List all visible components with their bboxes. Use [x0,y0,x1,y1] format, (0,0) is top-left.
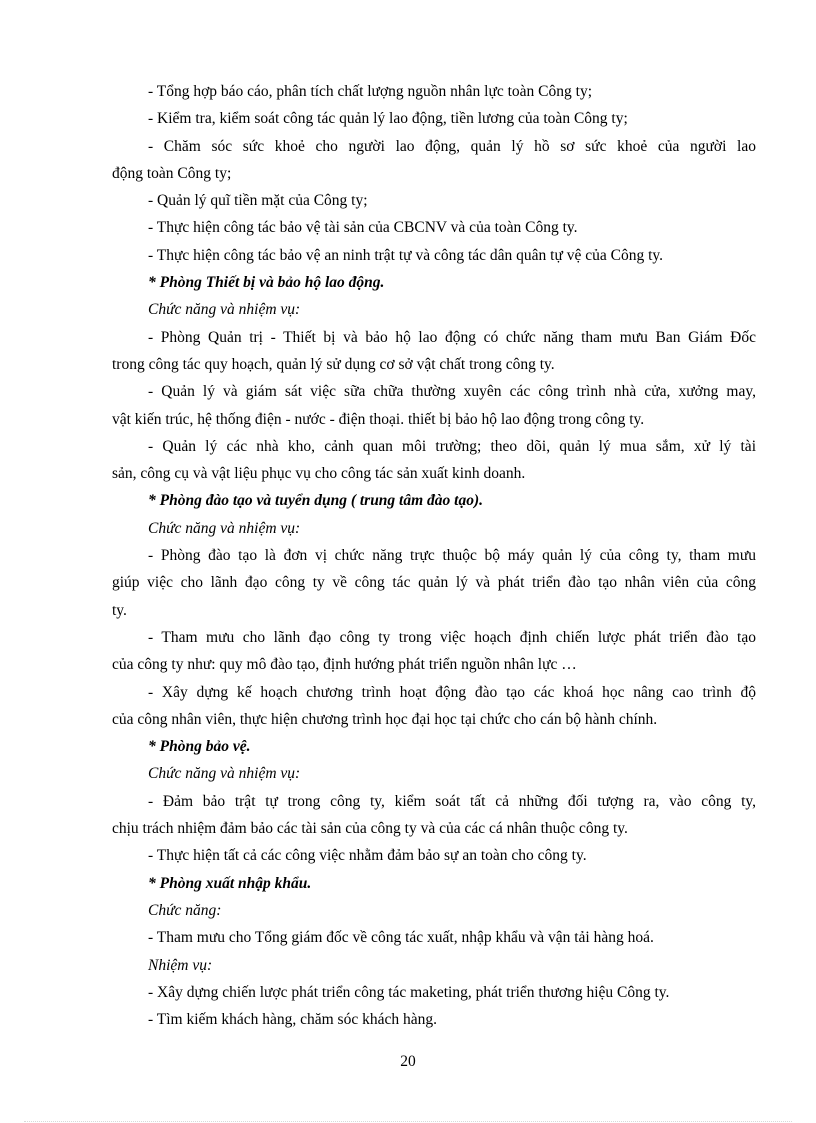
text-line: giúp việc cho lãnh đạo công ty về công tác quản lý và phát triển đào tạo nhân viên của công [112,574,756,592]
section-heading: * Phòng đào tạo và tuyển dụng ( trung tâm đào tạo). [148,492,484,510]
text-line: - Quản lý quĩ tiền mặt của Công ty; [148,192,368,210]
document-body [112,78,756,1033]
text-line: - Xây dựng chiến lược phát triển công tác maketing, phát triển thương hiệu Công ty. [148,983,670,1001]
section-heading: * Phòng Thiết bị và bảo hộ lao động. [148,274,385,292]
subsection-label: Nhiệm vụ: [148,956,213,974]
text-line: trong công tác quy hoạch, quản lý sử dụng cơ sở vật chất trong công ty. [112,355,555,373]
section-heading: * Phòng xuất nhập khẩu. [148,874,312,892]
text-line: - Tham mưu cho lãnh đạo công ty trong việc hoạch định chiến lược phát triển đào tạo [148,628,756,646]
text-line: - Thực hiện công tác bảo vệ tài sản của CBCNV và của toàn Công ty. [148,219,578,237]
text-line: - Kiểm tra, kiểm soát công tác quản lý lao động, tiền lương của toàn Công ty; [148,110,628,128]
text-line: sản, công cụ và vật liệu phục vụ cho công tác sản xuất kinh doanh. [112,465,526,483]
text-line: - Tìm kiếm khách hàng, chăm sóc khách hàng. [148,1011,437,1029]
text-line: của công nhân viên, thực hiện chương trình học đại học tại chức cho cán bộ hành chính. [112,710,658,728]
text-line: - Xây dựng kế hoạch chương trình hoạt động đào tạo các khoá học nâng cao trình độ [148,683,756,701]
text-line: - Thực hiện công tác bảo vệ an ninh trật tự và công tác dân quân tự vệ của Công ty. [148,246,664,264]
text-line: của công ty như: quy mô đào tạo, định hướng phát triển nguồn nhân lực … [112,656,577,674]
text-line: - Quản lý và giám sát việc sữa chữa thường xuyên các công trình nhà cửa, xưởng may, [148,383,756,401]
subsection-label: Chức năng: [148,901,222,919]
text-line: - Đảm bảo trật tự trong công ty, kiểm soát tất cả những đối tượng ra, vào công ty, [148,792,756,810]
text-line: - Phòng Quản trị - Thiết bị và bảo hộ lao động có chức năng tham mưu Ban Giám Đốc [148,328,756,346]
text-line: - Quản lý các nhà kho, cảnh quan môi trường; theo dõi, quản lý mua sắm, xử lý tài [148,437,756,455]
subsection-label: Chức năng và nhiệm vụ: [148,765,301,783]
text-line: - Phòng đào tạo là đơn vị chức năng trực thuộc bộ máy quản lý của công ty, tham mưu [148,547,756,565]
text-line: chịu trách nhiệm đảm bảo các tài sản của công ty và của các cá nhân thuộc công ty. [112,820,628,838]
text-line: - Chăm sóc sức khoẻ cho người lao động, quản lý hồ sơ sức khoẻ của người lao [148,137,756,155]
text-line: - Tham mưu cho Tổng giám đốc về công tác xuất, nhập khẩu và vận tải hàng hoá. [148,929,654,947]
section-heading: * Phòng bảo vệ. [148,738,251,756]
text-line: vật kiến trúc, hệ thống điện - nước - điện thoại. thiết bị bảo hộ lao động trong công ty. [112,410,645,428]
page-footer-divider [24,1121,792,1122]
page-number: 20 [400,1053,416,1070]
subsection-label: Chức năng và nhiệm vụ: [148,519,301,537]
text-line: động toàn Công ty; [112,164,232,182]
text-line: ty. [112,601,127,619]
text-line: - Tổng hợp báo cáo, phân tích chất lượng nguồn nhân lực toàn Công ty; [148,83,593,100]
text-line: - Thực hiện tất cả các công việc nhằm đảm bảo sự an toàn cho công ty. [148,847,587,865]
subsection-label: Chức năng và nhiệm vụ: [148,301,301,319]
